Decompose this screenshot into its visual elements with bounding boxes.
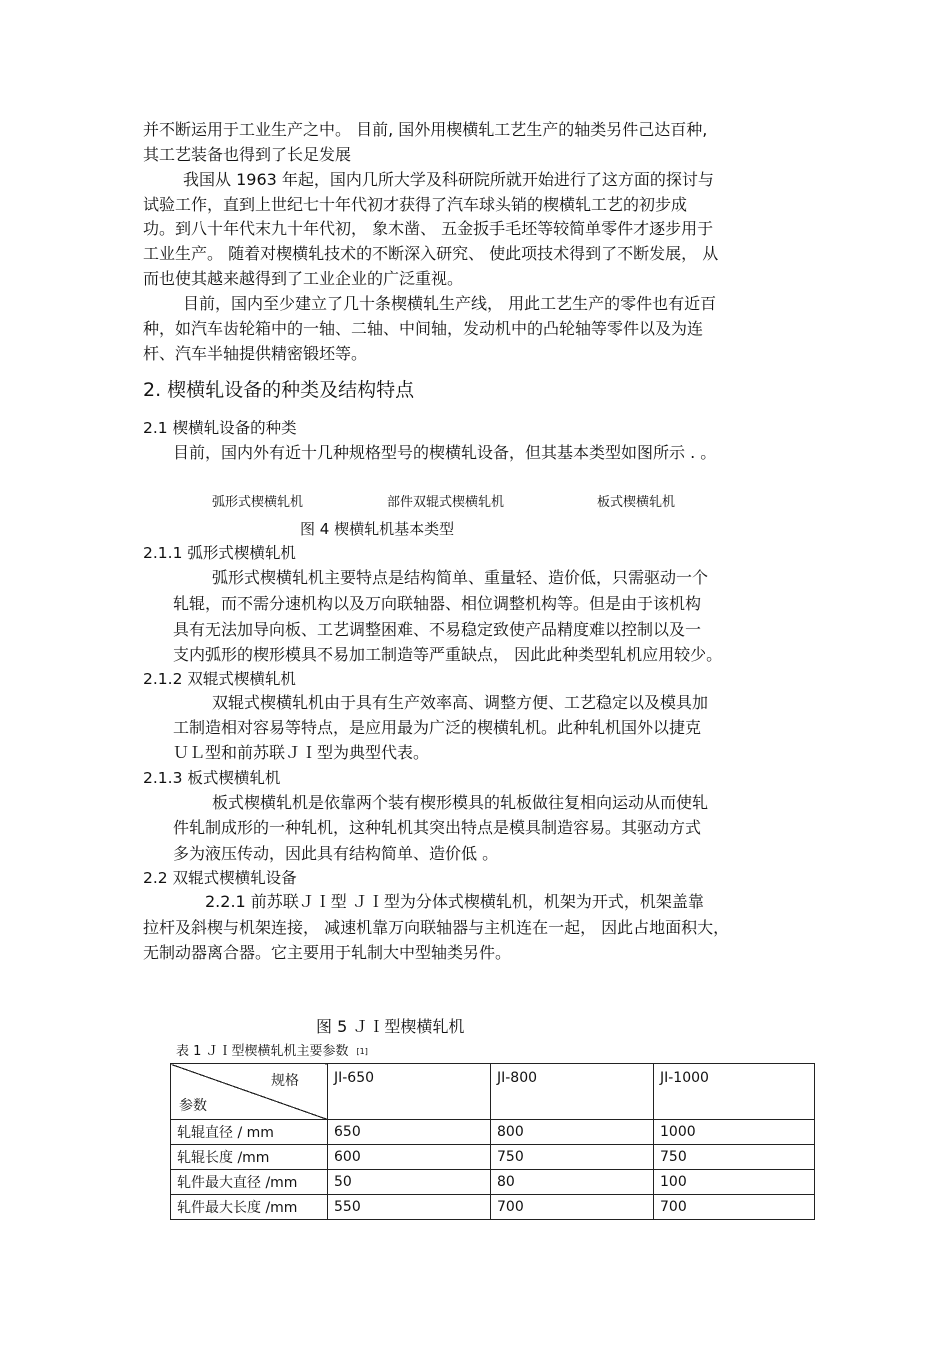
paragraph-line: 杆、汽车半轴提供精密锻坯等。 (143, 344, 368, 363)
column-header: JI-800 (491, 1064, 654, 1120)
subsection-title: 2.2 双辊式楔横轧设备 (143, 869, 297, 887)
paragraph-line: 多为液压传动，因此具有结构简单、造价低 。 (173, 844, 499, 863)
column-header: JI-650 (328, 1064, 491, 1120)
paragraph-line: 件轧制成形的一种轧机，这种轧机其突出特点是模具制造容易。其驱动方式 (173, 818, 702, 837)
table-row (171, 1170, 815, 1195)
table-header-row (171, 1064, 815, 1120)
table-cell: 600 (328, 1145, 491, 1170)
paragraph-line: 弧形式楔横轧机主要特点是结构简单、重量轻、造价低，只需驱动一个 (212, 568, 709, 587)
paragraph-line: 板式楔横轧机是依靠两个装有楔形模具的轧板做往复相向运动从而使轧 (212, 793, 709, 812)
subsection-title: 2.1.2 双辊式楔横轧机 (143, 670, 296, 688)
corner-label-spec: 规格 (271, 1073, 299, 1089)
table-row (171, 1145, 815, 1170)
table-cell: 80 (491, 1170, 654, 1195)
table-cell: 50 (328, 1170, 491, 1195)
paragraph-line: 拉杆及斜楔与机架连接， 减速机靠万向联轴器与主机连在一起， 因此占地面积大， (143, 918, 730, 937)
table-caption (176, 1042, 368, 1062)
paragraph-line: 2.2.1 前苏联ＪＩ型 ＪＩ型为分体式楔横轧机，机架为开式，机架盖靠 (205, 892, 704, 911)
paragraph-line: 并不断运用于工业生产之中。 目前, 国外用楔横轧工艺生产的轴类另件己达百种, (143, 120, 708, 139)
reference-marker: [1] (356, 1047, 368, 1056)
table-caption-text: 表 1 ＪＩ型楔横轧机主要参数 (176, 1044, 349, 1059)
paragraph-line: 试验工作，直到上世纪七十年代初才获得了汽车球头销的楔横轧工艺的初步成 (143, 195, 688, 214)
paragraph-line: 支内弧形的楔形模具不易加工制造等严重缺点， 因此此种类型轧机应用较少。 (173, 645, 723, 664)
paragraph-line: ＵＬ型和前苏联ＪＩ型为典型代表。 (173, 743, 430, 762)
paragraph-line: 无制动器离合器。它主要用于轧制大中型轴类另件。 (143, 943, 512, 962)
paragraph-line: 目前，国内至少建立了几十条楔横轧生产线， 用此工艺生产的零件也有近百 (183, 294, 717, 313)
paragraph-line: 轧辊，而不需分速机构以及万向联轴器、相位调整机构等。但是由于该机构 (173, 594, 702, 613)
table-row (171, 1120, 815, 1145)
table-cell: 1000 (654, 1120, 815, 1145)
subsection-title: 2.1.1 弧形式楔横轧机 (143, 544, 296, 562)
row-label: 轧件最大长度 /mm (171, 1195, 328, 1220)
table-cell: 700 (654, 1195, 815, 1220)
row-label: 轧辊长度 /mm (171, 1145, 328, 1170)
paragraph-line: 工制造相对容易等特点，是应用最为广泛的楔横轧机。此种轧机国外以捷克 (173, 718, 702, 737)
paragraph-line: 工业生产。 随着对楔横轧技术的不断深入研究、 使此项技术得到了不断发展， 从 (143, 244, 719, 263)
section-title: 2. 楔横轧设备的种类及结构特点 (143, 379, 415, 401)
paragraph-line: 具有无法加导向板、工艺调整困难、不易稳定致使产品精度难以控制以及一 (173, 620, 702, 639)
paragraph-line: 种，如汽车齿轮箱中的一轴、二轴、中间轴，发动机中的凸轮轴等零件以及为连 (143, 319, 704, 338)
figure-label: 板式楔横轧机 (597, 495, 676, 510)
figure-caption: 图 4 楔横轧机基本类型 (300, 520, 455, 538)
row-label: 轧辊直径 / mm (171, 1120, 328, 1145)
paragraph-line: 目前，国内外有近十几种规格型号的楔横轧设备，但其基本类型如图所示 . 。 (173, 443, 717, 462)
paragraph-line: 而也使其越来越得到了工业企业的广泛重视。 (143, 269, 464, 288)
figure-caption: 图 5 ＪＩ型楔横轧机 (316, 1017, 465, 1036)
table-cell: 550 (328, 1195, 491, 1220)
table-row (171, 1195, 815, 1220)
table-cell: 750 (491, 1145, 654, 1170)
figure-label: 部件双辊式楔横轧机 (387, 495, 505, 510)
paragraph-line: 功。到八十年代末九十年代初， 象木凿、 五金扳手毛坯等较简单零件才逐步用于 (143, 219, 714, 238)
figure-label: 弧形式楔横轧机 (212, 495, 304, 510)
subsection-title: 2.1 楔横轧设备的种类 (143, 419, 297, 437)
table-corner-cell (171, 1064, 328, 1120)
row-label: 轧件最大直径 /mm (171, 1170, 328, 1195)
table-cell: 100 (654, 1170, 815, 1195)
table-cell: 700 (491, 1195, 654, 1220)
parameters-table (170, 1063, 815, 1220)
paragraph-line: 其工艺装备也得到了长足发展 (143, 145, 352, 164)
paragraph-line: 我国从 1963 年起，国内几所大学及科研院所就开始进行了这方面的探讨与 (183, 170, 714, 189)
corner-label-param: 参数 (179, 1098, 207, 1114)
table-cell: 750 (654, 1145, 815, 1170)
subsection-title: 2.1.3 板式楔横轧机 (143, 769, 281, 787)
paragraph-line: 双辊式楔横轧机由于具有生产效率高、调整方便、工艺稳定以及模具加 (212, 693, 709, 712)
table-cell: 800 (491, 1120, 654, 1145)
column-header: JI-1000 (654, 1064, 815, 1120)
table-cell: 650 (328, 1120, 491, 1145)
